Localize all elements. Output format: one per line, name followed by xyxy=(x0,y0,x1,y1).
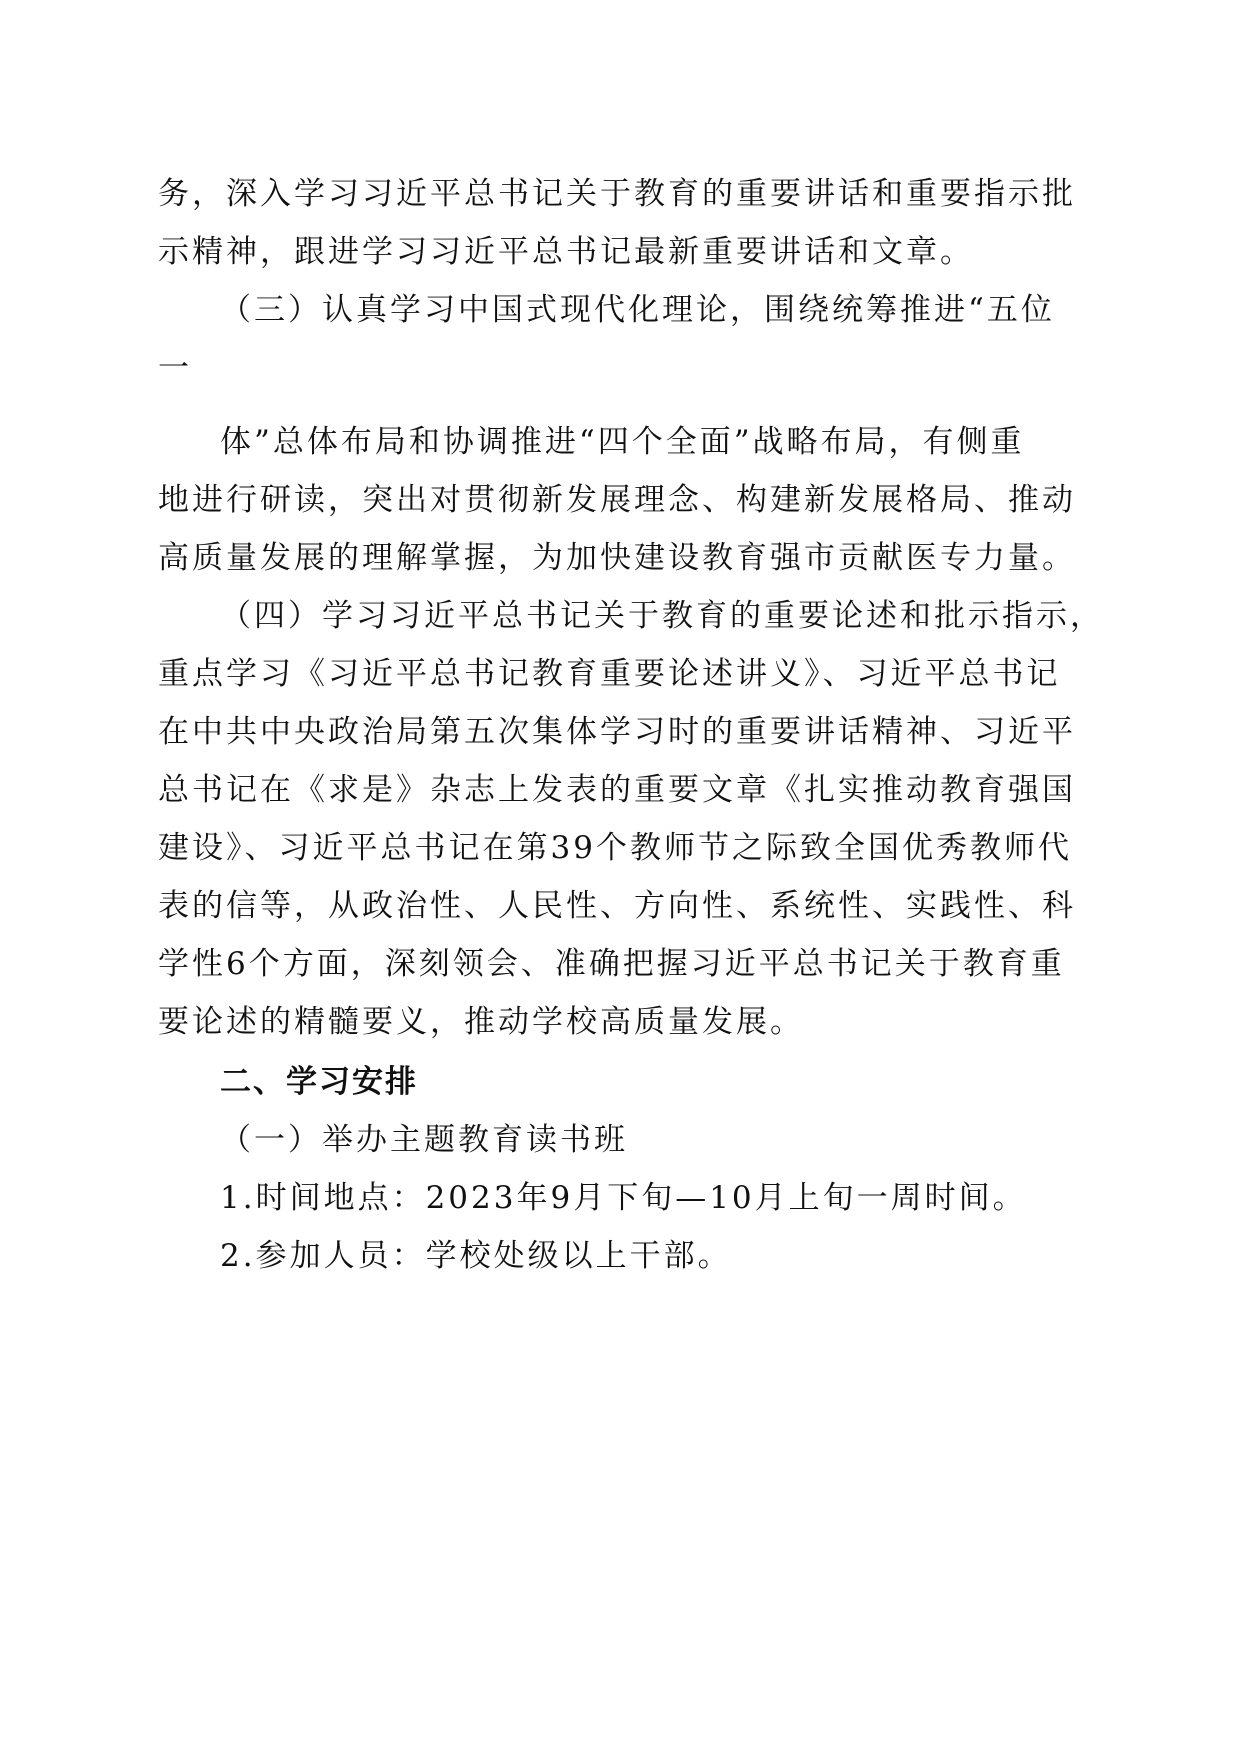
subsection-title: （一）举办主题教育读书班 xyxy=(220,1122,628,1158)
paragraph-line: 总书记在《求是》杂志上发表的重要文章《扎实推动教育强国 xyxy=(158,772,1076,808)
paragraph-line: 务，深入学习习近平总书记关于教育的重要讲话和重要指示批 xyxy=(158,176,1076,212)
paragraph-line: 要论述的精髓要义，推动学校高质量发展。 xyxy=(158,1004,804,1040)
paragraph-line: 体”总体布局和协调推进“四个全面”战略布局，有侧重 xyxy=(220,424,1025,460)
paragraph-line: （三）认真学习中国式现代化理论，围绕统筹推进“五位 xyxy=(220,292,1055,328)
paragraph-line: 学性6个方面，深刻领会、准确把握习近平总书记关于教育重 xyxy=(158,946,1065,982)
list-item: 2.参加人员：学校处级以上干部。 xyxy=(220,1238,732,1274)
list-item: 1.时间地点：2023年9月下旬—10月上旬一周时间。 xyxy=(220,1180,1027,1216)
paragraph-line: 地进行研读，突出对贯彻新发展理念、构建新发展格局、推动 xyxy=(158,482,1076,518)
paragraph-line: （四）学习习近平总书记关于教育的重要论述和批示指示， xyxy=(220,598,1104,634)
paragraph-line: 示精神，跟进学习习近平总书记最新重要讲话和文章。 xyxy=(158,234,974,270)
paragraph-line: 一 xyxy=(158,350,192,386)
paragraph-line: 重点学习《习近平总书记教育重要论述讲义》、习近平总书记 xyxy=(158,656,1061,692)
paragraph-line: 建设》、习近平总书记在第39个教师节之际致全国优秀教师代 xyxy=(158,830,1072,866)
section-heading: 二、学习安排 xyxy=(220,1064,418,1100)
paragraph-line: 高质量发展的理解掌握，为加快建设教育强市贡献医专力量。 xyxy=(158,540,1076,576)
paragraph-line: 在中共中央政治局第五次集体学习时的重要讲话精神、习近平 xyxy=(158,714,1076,750)
paragraph-line: 表的信等，从政治性、人民性、方向性、系统性、实践性、科 xyxy=(158,888,1076,924)
